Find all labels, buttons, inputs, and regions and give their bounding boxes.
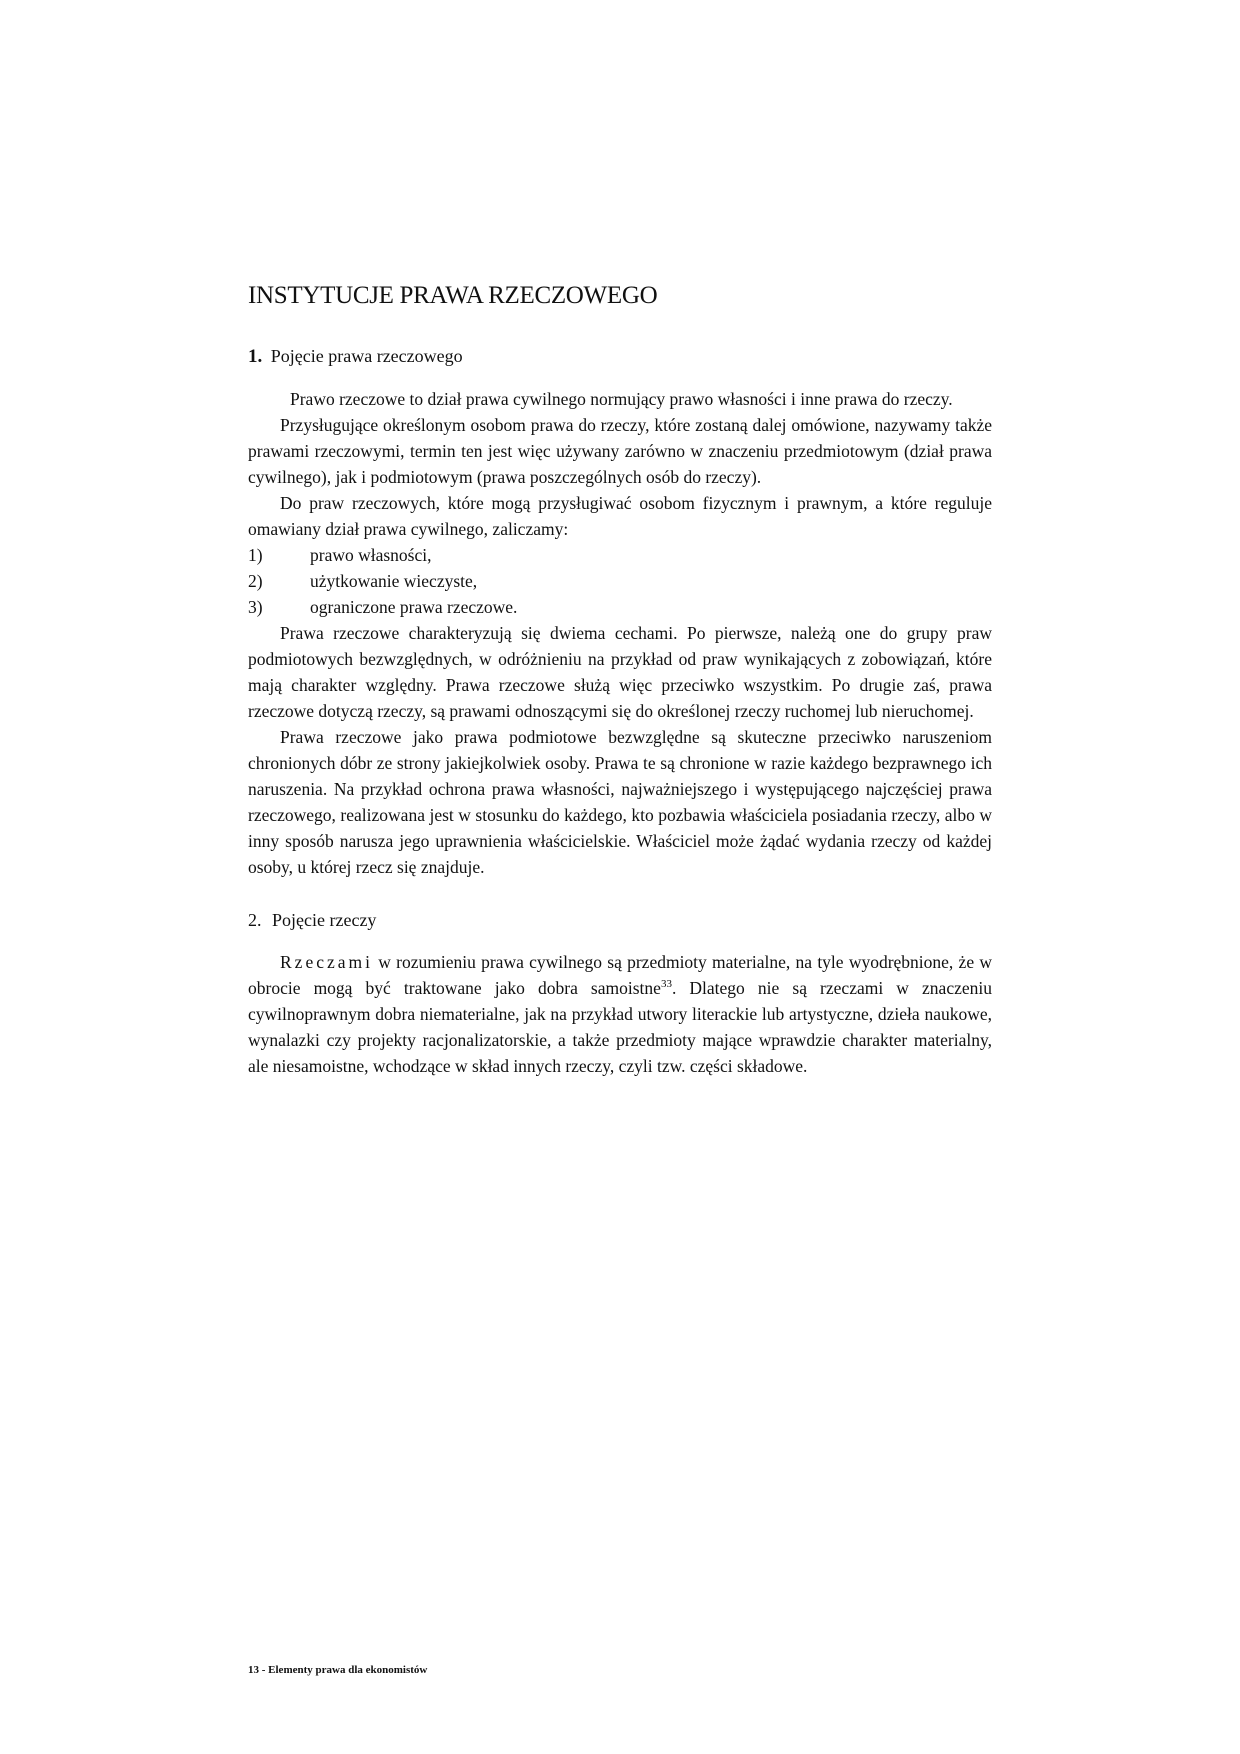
list-item bbox=[248, 594, 992, 620]
list-item-text: ograniczone prawa rzeczowe. bbox=[310, 597, 518, 617]
document-title: INSTYTUCJE PRAWA RZECZOWEGO bbox=[248, 282, 658, 309]
paragraph: Prawa rzeczowe jako prawa podmiotowe bezwzględne są skuteczne przeciwko naruszeniom chronionych dóbr ze strony jakiejkolwiek osoby. Prawa te są chronione w razie każdego bezprawnego ich naruszenia. Na przykład ochrona prawa własności, najważniejszego i występującego najczęściej prawa rzeczowego, realizowana jest w stosunku do każdego, kto pozbawia właściciela posiadania rzeczy, albo w inny sposób narusza jego uprawnienia właścicielskie. Właściciel może żądać wydania rzeczy od każdej osoby, u której rzecz się znajduje. bbox=[248, 727, 992, 877]
section-2-title: Pojęcie rzeczy bbox=[272, 910, 377, 930]
section-2-number: 2. bbox=[248, 910, 262, 930]
rights-list bbox=[248, 542, 992, 620]
section-1 bbox=[248, 346, 992, 880]
paragraph-text: . Dlatego nie są rzeczami w znaczeniu cywilnoprawnym dobra niematerialne, jak na przykład utwory literackie lub artystyczne, dzieła naukowe, wynalazki czy projekty racjonalizatorskie, a także przedmioty mające wprawdzie charakter materialny, ale niesamoistne, wchodzące w skład innych rzeczy, czyli tzw. części składowe. bbox=[248, 978, 992, 1076]
footnote-marker[interactable]: 33 bbox=[660, 978, 672, 991]
paragraph: Prawa rzeczowe charakteryzują się dwiema cechami. Po pierwsze, należą one do grupy praw podmiotowych bezwzględnych, w odróżnieniu na przykład od praw wynikających z zobowiązań, które mają charakter względny. Prawa rzeczowe służą więc przeciwko wszystkim. Po drugie zaś, prawa rzeczowe dotyczą rzeczy, są prawami odnoszącymi się do określonej rzeczy ruchomej lub nieruchomej. bbox=[248, 623, 992, 721]
paragraph-text: w rozumieniu prawa cywilnego są przedmioty materialne, na tyle wyodrębnione, że w obrocie mogą być traktowane jako dobra samoistne bbox=[248, 952, 992, 998]
page-footer: 13 - Elementy prawa dla ekonomistów bbox=[248, 1664, 428, 1676]
document-page bbox=[248, 282, 992, 1079]
list-item-text: użytkowanie wieczyste, bbox=[310, 571, 478, 591]
section-2-heading bbox=[248, 910, 992, 931]
list-item-text: prawo własności, bbox=[310, 545, 432, 565]
section-1-number: 1. bbox=[248, 346, 263, 367]
paragraph: Przysługujące określonym osobom prawa do rzeczy, które zostaną dalej omówione, nazywamy także prawami rzeczowymi, termin ten jest więc używany zarówno w znaczeniu przedmiotowym (dział prawa cywilnego), jak i podmiotowym (prawa poszczególnych osób do rzeczy). bbox=[248, 415, 992, 487]
paragraph bbox=[248, 949, 992, 1079]
emphasized-term: Rzeczami bbox=[280, 952, 373, 972]
list-item-number: 1) bbox=[248, 545, 263, 565]
section-2 bbox=[248, 910, 992, 1079]
paragraph: Do praw rzeczowych, które mogą przysługiwać osobom fizycznym i prawnym, a które reguluje omawiany dział prawa cywilnego, zaliczamy: bbox=[248, 493, 992, 539]
list-item bbox=[248, 542, 992, 568]
section-1-title: Pojęcie prawa rzeczowego bbox=[270, 346, 463, 366]
list-item-number: 2) bbox=[248, 571, 263, 591]
list-item bbox=[248, 568, 992, 594]
list-item-number: 3) bbox=[248, 597, 263, 617]
paragraph: Prawo rzeczowe to dział prawa cywilnego normujący prawo własności i inne prawa do rzeczy. bbox=[290, 389, 953, 409]
section-1-heading bbox=[248, 346, 992, 368]
